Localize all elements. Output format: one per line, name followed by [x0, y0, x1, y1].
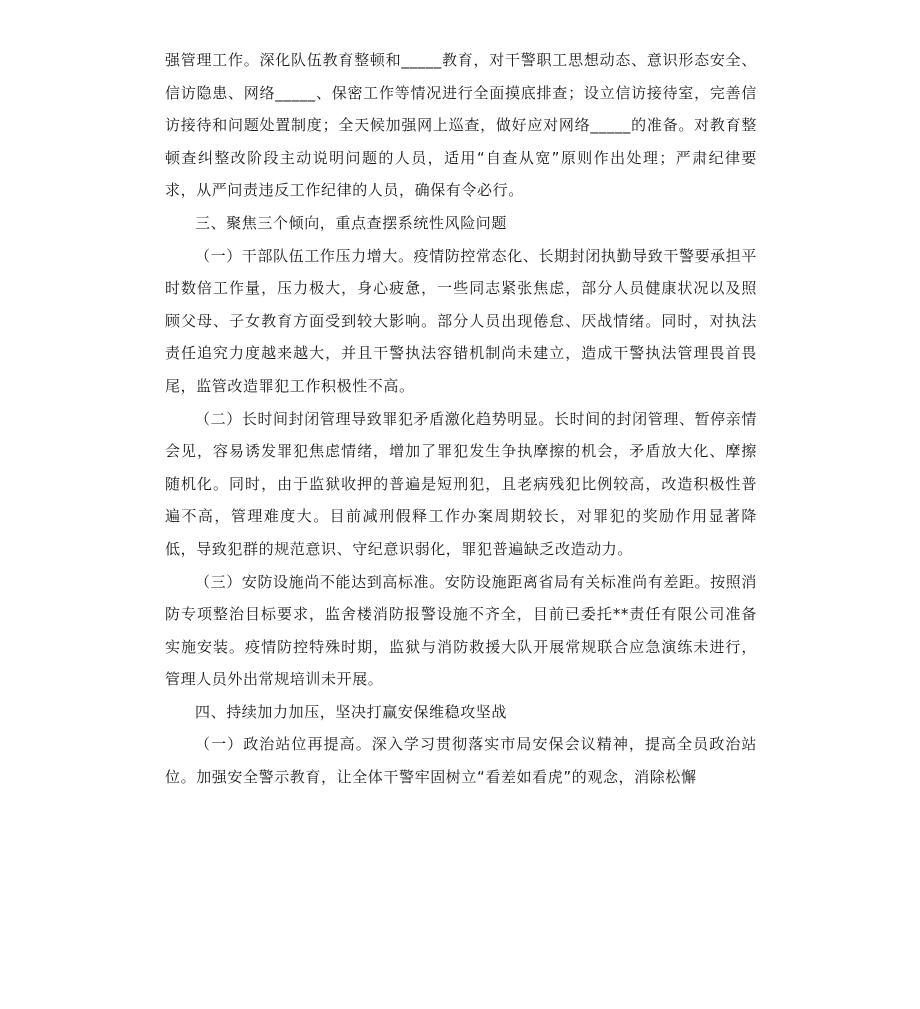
paragraph-3-2: （二）长时间封闭管理导致罪犯矛盾激化趋势明显。长时间的封闭管理、暂停亲情会见，容易诱发罪犯焦虑情绪，增加了罪犯发生争执摩擦的机会，矛盾放大化、摩擦随机化。同时，由于监狱收押的普遍是短刑犯，且老病残犯比例较高，改造积极性普遍不高，管理难度大。目前减刑假释工作办案周期较长，对罪犯的奖励作用显著降低，导致犯群的规范意识、守纪意识弱化，罪犯普遍缺乏改造动力。: [165, 409, 757, 558]
section-heading-3: 三、聚焦三个倾向，重点查摆系统性风险问题: [195, 213, 508, 232]
paragraph-3-1: （一）干部队伍工作压力增大。疫情防控常态化、长期封闭执勤导致干警要承担平时数倍工作量，压力极大，身心疲惫，一些同志紧张焦虑，部分人员健康状况以及照顾父母、子女教育方面受到较大影响。部分人员出现倦怠、厌战情绪。同时，对执法责任追究力度越来越大，并且干警执法容错机制尚未建立，造成干警执法管理畏首畏尾，监管改造罪犯工作积极性不高。: [165, 246, 757, 395]
paragraph-1: 强管理工作。深化队伍教育整顿和_____教育，对干警职工思想动态、意识形态安全、信访隐患、网络_____、保密工作等情况进行全面摸底排查；设立信访接待室，完善信访接待和问题处置制度；全天候加强网上巡查，做好应对网络_____的准备。对教育整顿查纠整改阶段主动说明问题的人员，适用“自查从宽”原则作出处理；严肃纪律要求，从严问责违反工作纪律的人员，确保有令必行。: [165, 51, 757, 200]
paragraph-4-1: （一）政治站位再提高。深入学习贯彻落实市局安保会议精神，提高全员政治站位。加强安全警示教育，让全体干警牢固树立“看差如看虎”的观念，消除松懈: [165, 735, 757, 787]
paragraph-3-3: （三）安防设施尚不能达到高标准。安防设施距离省局有关标准尚有差距。按照消防专项整治目标要求，监舍楼消防报警设施不齐全，目前已委托**责任有限公司准备实施安装。疫情防控特殊时期，监狱与消防救援大队开展常规联合应急演练未进行，管理人员外出常规培训未开展。: [165, 572, 757, 689]
document-page: [165, 44, 757, 794]
section-heading-4: 四、持续加力加压，坚决打赢安保维稳攻坚战: [195, 702, 508, 721]
